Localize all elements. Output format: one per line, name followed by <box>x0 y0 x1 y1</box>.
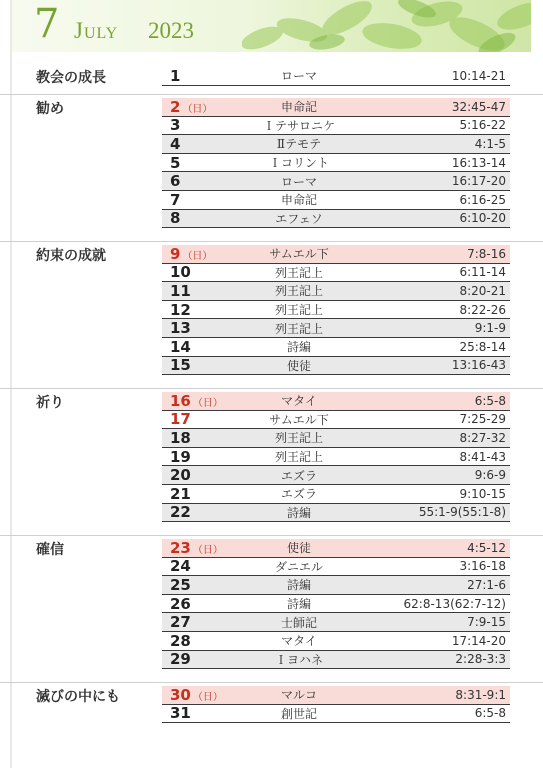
day-value: 15 <box>170 356 191 375</box>
verse-reference: 32:45-47 <box>451 99 506 114</box>
book-name: 列王記上 <box>274 284 323 299</box>
day-number <box>162 67 222 85</box>
reading-row <box>162 282 510 301</box>
verse-reference: 25:8-14 <box>459 339 506 354</box>
day-value: 9 <box>170 244 181 263</box>
verse-reference: 27:1-6 <box>467 577 506 592</box>
book-name: エズラ <box>280 487 317 502</box>
reading-row <box>162 613 510 632</box>
reading-row <box>162 705 510 724</box>
book-name: 列王記上 <box>274 265 323 280</box>
reading-row <box>162 191 510 210</box>
verse-reference: 4:1-5 <box>474 136 506 151</box>
verse-reference: 4:5-12 <box>467 540 506 555</box>
day-number <box>162 503 222 521</box>
verse-reference: 9:6-9 <box>474 468 506 483</box>
verse-reference: 8:27-32 <box>459 430 506 445</box>
day-value: 19 <box>170 447 191 466</box>
verse-reference: 17:14-20 <box>451 633 506 648</box>
reading-row <box>162 411 510 430</box>
day-value: 29 <box>170 650 191 669</box>
day-number <box>162 410 222 428</box>
theme-title: 約束の成就 <box>36 248 106 264</box>
weekday-label: （日） <box>192 691 223 703</box>
day-number <box>162 209 222 227</box>
theme-title: 滅びの中にも <box>36 689 120 705</box>
verse-reference: 9:1-9 <box>474 321 506 336</box>
reading-row <box>162 595 510 614</box>
reading-row <box>162 117 510 136</box>
book-name: 列王記上 <box>274 431 323 446</box>
reading-row <box>162 301 510 320</box>
day-number <box>162 319 222 337</box>
day-value: 6 <box>170 172 181 191</box>
day-number <box>162 245 222 263</box>
reading-row <box>162 245 510 264</box>
book-name: エズラ <box>280 468 317 483</box>
day-number <box>162 448 222 466</box>
day-number <box>162 686 222 704</box>
verse-reference: 62:8-13(62:7-12) <box>403 596 506 611</box>
reading-row <box>162 558 510 577</box>
day-number <box>162 557 222 575</box>
theme-title: 確信 <box>36 542 64 558</box>
weekday-label: （日） <box>192 397 223 409</box>
book-name: 使徒 <box>286 541 311 556</box>
reading-rows <box>162 389 510 522</box>
day-number <box>162 704 222 722</box>
reading-row <box>162 632 510 651</box>
day-number <box>162 539 222 557</box>
book-name: ローマ <box>280 174 317 189</box>
theme-section <box>0 241 543 388</box>
book-name: マタイ <box>281 634 317 649</box>
reading-row <box>162 539 510 558</box>
theme-section <box>0 682 543 743</box>
day-number <box>162 98 222 116</box>
day-number <box>162 466 222 484</box>
reading-row <box>162 576 510 595</box>
book-name: サムエル下 <box>269 412 329 427</box>
day-value: 18 <box>170 428 191 447</box>
theme-title: 教会の成長 <box>36 70 106 86</box>
day-number <box>162 632 222 650</box>
book-name: ローマ <box>280 69 317 84</box>
verse-reference: 6:16-25 <box>459 192 506 207</box>
theme-section <box>0 388 543 535</box>
verse-reference: 7:8-16 <box>467 246 506 261</box>
day-number <box>162 356 222 374</box>
verse-reference: 9:10-15 <box>459 486 506 501</box>
book-name: 士師記 <box>280 615 317 630</box>
day-value: 17 <box>170 410 191 429</box>
book-name: マタイ <box>281 394 317 409</box>
day-value: 3 <box>170 116 181 135</box>
day-value: 5 <box>170 153 181 172</box>
book-name: Ⅱテモテ <box>276 137 322 152</box>
day-number <box>162 282 222 300</box>
verse-reference: 16:17-20 <box>451 174 506 189</box>
verse-reference: 8:41-43 <box>459 449 506 464</box>
reading-rows <box>162 683 510 723</box>
day-number <box>162 301 222 319</box>
verse-reference: 6:5-8 <box>474 706 506 721</box>
reading-row <box>162 67 510 86</box>
verse-reference: 6:5-8 <box>474 393 506 408</box>
reading-row <box>162 504 510 523</box>
verse-reference: 3:16-18 <box>459 559 506 574</box>
book-name: 列王記上 <box>274 303 323 318</box>
reading-row <box>162 466 510 485</box>
verse-reference: 5:16-22 <box>459 118 506 133</box>
day-value: 14 <box>170 337 191 356</box>
year: 2023 <box>148 18 194 43</box>
verse-reference: 13:16-43 <box>451 358 506 373</box>
day-value: 1 <box>170 66 181 85</box>
day-value: 22 <box>170 503 191 522</box>
weekday-label: （日） <box>182 250 213 262</box>
weekday-label: （日） <box>182 103 213 115</box>
book-name: エフェソ <box>275 211 323 226</box>
reading-row <box>162 210 510 229</box>
reading-row <box>162 338 510 357</box>
reading-row <box>162 392 510 411</box>
verse-reference: 7:9-15 <box>467 615 506 630</box>
weekday-label: （日） <box>192 544 223 556</box>
reading-row <box>162 651 510 670</box>
day-number <box>162 338 222 356</box>
day-value: 23 <box>170 538 191 557</box>
day-value: 21 <box>170 484 191 503</box>
reading-row <box>162 135 510 154</box>
book-name: 列王記上 <box>274 321 323 336</box>
day-value: 28 <box>170 631 191 650</box>
reading-row <box>162 485 510 504</box>
reading-row <box>162 686 510 705</box>
reading-row <box>162 264 510 283</box>
verse-reference: 16:13-14 <box>451 155 506 170</box>
reading-rows <box>162 536 510 669</box>
theme-section <box>0 64 543 94</box>
reading-row <box>162 357 510 376</box>
book-name: 申命記 <box>280 193 317 208</box>
reading-row <box>162 319 510 338</box>
day-value: 13 <box>170 319 191 338</box>
reading-schedule <box>0 64 543 743</box>
day-value: 25 <box>170 575 191 594</box>
verse-reference: 2:28-3:3 <box>455 652 506 667</box>
book-name: ダニエル <box>274 559 323 574</box>
reading-row <box>162 448 510 467</box>
day-number <box>162 263 222 281</box>
day-number <box>162 613 222 631</box>
book-name: 詩編 <box>286 505 311 520</box>
verse-reference: 8:20-21 <box>459 283 506 298</box>
theme-section <box>0 535 543 682</box>
book-name: 列王記上 <box>274 450 323 465</box>
theme-title: 祈り <box>36 395 64 411</box>
book-name: Ｉテサロニケ <box>262 118 335 133</box>
reading-row <box>162 172 510 191</box>
day-number <box>162 576 222 594</box>
book-name: マルコ <box>280 688 317 703</box>
leaves-illustration <box>242 0 531 52</box>
verse-reference: 10:14-21 <box>451 68 506 83</box>
day-value: 2 <box>170 97 181 116</box>
book-name: Ｉコリント <box>268 156 329 171</box>
book-name: サムエル下 <box>269 247 329 262</box>
reading-rows <box>162 64 510 86</box>
day-value: 4 <box>170 134 181 153</box>
day-value: 10 <box>170 263 191 282</box>
day-value: 12 <box>170 300 191 319</box>
verse-reference: 8:22-26 <box>459 302 506 317</box>
day-number <box>162 172 222 190</box>
verse-reference: 6:11-14 <box>459 265 506 280</box>
day-value: 16 <box>170 391 191 410</box>
verse-reference: 55:1-9(55:1-8) <box>418 505 506 520</box>
day-value: 20 <box>170 466 191 485</box>
day-value: 7 <box>170 190 181 209</box>
month-header <box>12 0 531 52</box>
day-number <box>162 154 222 172</box>
day-value: 27 <box>170 613 191 632</box>
reading-row <box>162 154 510 173</box>
day-number <box>162 595 222 613</box>
book-name: Ｉヨハネ <box>274 652 323 667</box>
day-value: 24 <box>170 557 191 576</box>
reading-row <box>162 429 510 448</box>
day-number <box>162 392 222 410</box>
day-value: 11 <box>170 281 191 300</box>
day-number <box>162 485 222 503</box>
theme-title: 勧め <box>36 101 64 117</box>
day-number <box>162 135 222 153</box>
book-name: 詩編 <box>286 578 311 593</box>
reading-rows <box>162 95 510 228</box>
book-name: 詩編 <box>286 340 311 355</box>
day-number <box>162 650 222 668</box>
theme-section <box>0 94 543 241</box>
book-name: 申命記 <box>280 100 317 115</box>
day-value: 26 <box>170 594 191 613</box>
verse-reference: 6:10-20 <box>459 211 506 226</box>
day-value: 31 <box>170 704 191 723</box>
day-number <box>162 116 222 134</box>
book-name: 使徒 <box>286 358 311 373</box>
reading-rows <box>162 242 510 375</box>
day-value: 8 <box>170 209 181 228</box>
month-name: July <box>74 18 119 43</box>
day-number <box>162 191 222 209</box>
month-number: 7 <box>34 1 60 47</box>
day-value: 30 <box>170 685 191 704</box>
verse-reference: 7:25-29 <box>459 412 506 427</box>
verse-reference: 8:31-9:1 <box>455 687 506 702</box>
day-number <box>162 429 222 447</box>
reading-row <box>162 98 510 117</box>
book-name: 詩編 <box>286 597 311 612</box>
book-name: 創世記 <box>280 706 317 721</box>
